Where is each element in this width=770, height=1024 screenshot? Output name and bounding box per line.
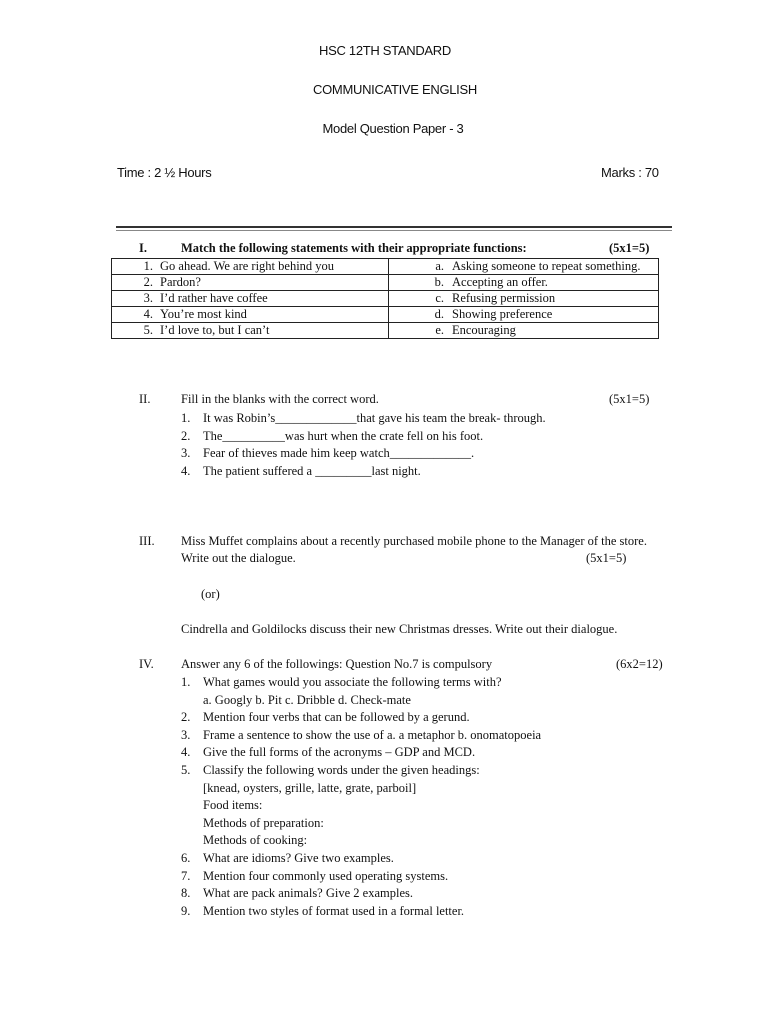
function-text: Showing preference bbox=[452, 307, 553, 321]
item-text: a. Googly b. Pit c. Dribble d. Check-mate bbox=[203, 692, 411, 707]
item-text: Frame a sentence to show the use of a. a metaphor b. onomatopoeia bbox=[203, 727, 542, 742]
function-letter: b. bbox=[434, 275, 444, 289]
q3-number: III. bbox=[139, 534, 155, 548]
statement-cell bbox=[112, 259, 389, 275]
paper-title: Model Question Paper - 3 bbox=[322, 121, 464, 136]
statement-number: 4. bbox=[143, 307, 153, 321]
function-letter: c. bbox=[435, 291, 444, 305]
item-text: Food items: bbox=[203, 798, 263, 813]
statement-number: 1. bbox=[143, 259, 153, 273]
item-text: The__________was hurt when the crate fell on his foot. bbox=[203, 428, 484, 443]
matching-row bbox=[112, 291, 659, 307]
matching-row bbox=[112, 307, 659, 323]
function-cell bbox=[389, 323, 659, 339]
item-number: 6. bbox=[181, 851, 191, 865]
q2-marks: (5x1=5) bbox=[609, 392, 650, 406]
item-number: 2. bbox=[181, 710, 191, 725]
q4-number: IV. bbox=[139, 657, 154, 671]
statement-text: I’d love to, but I can’t bbox=[160, 323, 270, 337]
matching-row bbox=[112, 323, 659, 339]
statement-number: 2. bbox=[143, 275, 153, 289]
function-letter: e. bbox=[435, 323, 444, 337]
header-divider-thin bbox=[116, 230, 672, 231]
function-letter: d. bbox=[434, 307, 444, 321]
function-cell bbox=[389, 307, 659, 323]
item-text: Give the full forms of the acronyms – GDP and MCD. bbox=[203, 745, 476, 760]
item-text: Classify the following words under the given headings: bbox=[203, 763, 480, 777]
statement-cell bbox=[112, 307, 389, 323]
function-text: Asking someone to repeat something. bbox=[452, 259, 641, 273]
item-number: 3. bbox=[181, 446, 191, 461]
exam-marks: Marks : 70 bbox=[601, 165, 659, 180]
function-cell bbox=[389, 291, 659, 307]
q4-marks: (6x2=12) bbox=[616, 657, 663, 671]
q3-prompt-line1: Miss Muffet complains about a recently purchased mobile phone to the Manager of the store. bbox=[181, 534, 647, 548]
exam-standard: HSC 12TH STANDARD bbox=[319, 43, 451, 58]
header-divider-thick bbox=[116, 226, 672, 228]
item-number: 1. bbox=[181, 675, 191, 689]
item-number: 5. bbox=[181, 763, 191, 777]
function-text: Accepting an offer. bbox=[452, 275, 548, 289]
statement-cell bbox=[112, 275, 389, 291]
statement-cell bbox=[112, 291, 389, 307]
item-text: The patient suffered a _________last night. bbox=[203, 463, 421, 478]
statement-text: I’d rather have coffee bbox=[160, 291, 268, 305]
item-text: Mention four commonly used operating systems. bbox=[203, 868, 449, 883]
q1-number: I. bbox=[139, 241, 147, 255]
matching-row bbox=[112, 275, 659, 291]
item-text: Mention two styles of format used in a formal letter. bbox=[203, 903, 465, 918]
q3-or: (or) bbox=[201, 587, 220, 601]
item-text: Mention four verbs that can be followed by a gerund. bbox=[203, 710, 470, 725]
q1-instruction: Match the following statements with their appropriate functions: bbox=[181, 241, 527, 255]
item-text: Fear of thieves made him keep watch_____________. bbox=[203, 446, 475, 461]
q1-marks: (5x1=5) bbox=[609, 241, 650, 255]
statement-text: Pardon? bbox=[160, 275, 201, 289]
item-number: 4. bbox=[181, 745, 191, 760]
q3-prompt-line2: Write out the dialogue. bbox=[181, 551, 296, 565]
function-text: Encouraging bbox=[452, 323, 516, 337]
item-number: 4. bbox=[181, 463, 191, 478]
q2-instruction: Fill in the blanks with the correct word. bbox=[181, 392, 379, 406]
q3-marks: (5x1=5) bbox=[586, 551, 627, 565]
item-number: 9. bbox=[181, 903, 191, 918]
item-number: 3. bbox=[181, 727, 191, 742]
item-text: Methods of preparation: bbox=[203, 815, 324, 830]
function-cell bbox=[389, 259, 659, 275]
function-cell bbox=[389, 275, 659, 291]
exam-subject: COMMUNICATIVE ENGLISH bbox=[313, 82, 477, 97]
statement-text: Go ahead. We are right behind you bbox=[160, 259, 335, 273]
item-text: What are pack animals? Give 2 examples. bbox=[203, 886, 413, 901]
statement-number: 3. bbox=[143, 291, 153, 305]
item-number: 1. bbox=[181, 411, 191, 425]
q2-number: II. bbox=[139, 392, 151, 406]
item-text: Methods of cooking: bbox=[203, 833, 308, 848]
exam-time: Time : 2 ½ Hours bbox=[117, 165, 212, 180]
statement-text: You’re most kind bbox=[160, 307, 247, 321]
statement-number: 5. bbox=[143, 323, 153, 337]
q3-alternative: Cindrella and Goldilocks discuss their new Christmas dresses. Write out their dialogue. bbox=[181, 622, 618, 636]
matching-row bbox=[112, 259, 659, 275]
item-text: What games would you associate the following terms with? bbox=[203, 675, 502, 689]
item-number: 7. bbox=[181, 868, 191, 883]
function-text: Refusing permission bbox=[452, 291, 556, 305]
matching-table bbox=[111, 258, 659, 339]
item-number: 2. bbox=[181, 428, 191, 443]
q4-instruction: Answer any 6 of the followings: Question No.7 is compulsory bbox=[181, 657, 493, 671]
item-text: It was Robin’s_____________that gave his team the break- through. bbox=[203, 411, 546, 425]
item-text: What are idioms? Give two examples. bbox=[203, 851, 394, 865]
function-letter: a. bbox=[435, 259, 444, 273]
item-text: [knead, oysters, grille, latte, grate, parboil] bbox=[203, 780, 417, 795]
statement-cell bbox=[112, 323, 389, 339]
item-number: 8. bbox=[181, 886, 191, 901]
